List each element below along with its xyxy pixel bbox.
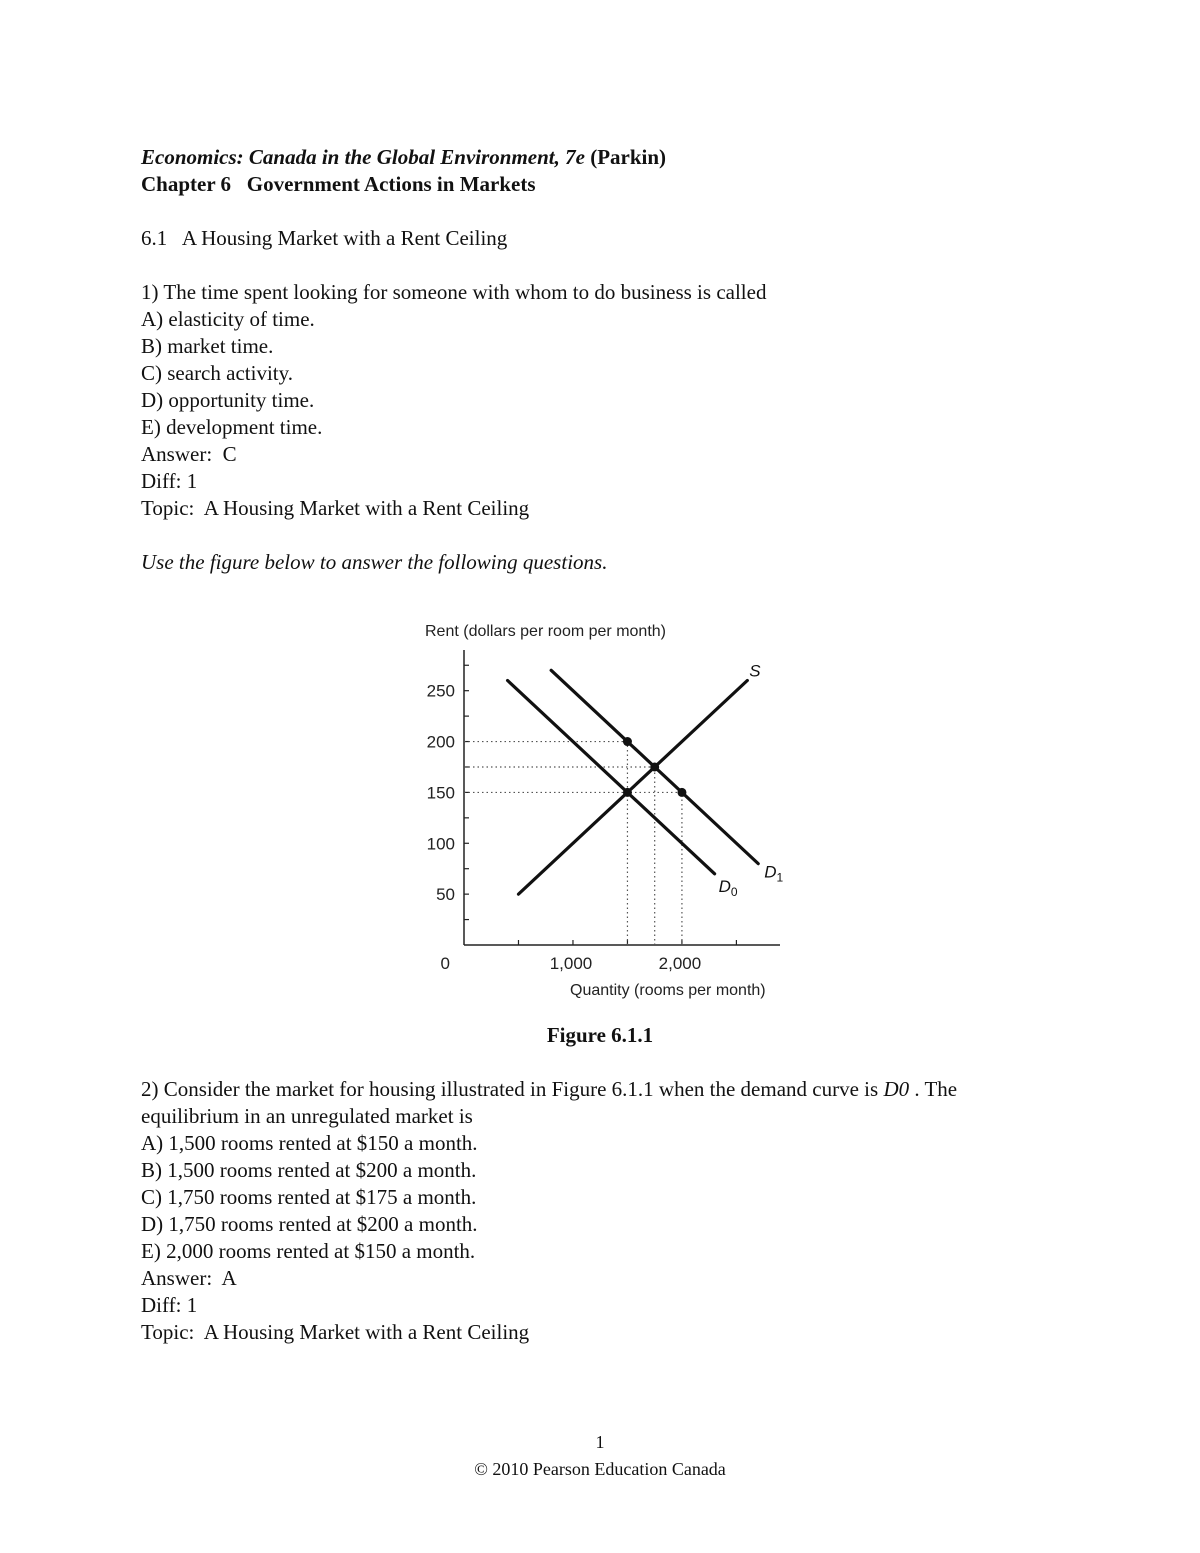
q1-option-c: C) search activity. (141, 361, 293, 385)
curve-label-subscript: 1 (776, 870, 784, 885)
page-number: 1 (595, 1432, 605, 1452)
q2-stem-end: . The (909, 1077, 958, 1101)
data-point-3 (677, 788, 686, 797)
q1-option-e: E) development time. (141, 415, 323, 439)
q1-option-a: A) elasticity of time. (141, 307, 315, 331)
origin-label: 0 (440, 954, 450, 973)
section-title: 6.1 A Housing Market with a Rent Ceiling (141, 226, 508, 250)
figure-6-1-1 (400, 605, 820, 1005)
q1-diff: Diff: 1 (141, 469, 198, 493)
figure-instruction: Use the figure below to answer the following questions. (141, 550, 608, 574)
y-tick-label-100: 100 (426, 834, 455, 854)
y-tick-label-250: 250 (426, 681, 455, 701)
y-tick-label-200: 200 (426, 732, 455, 752)
q1-topic: Topic: A Housing Market with a Rent Ceiling (141, 496, 530, 520)
chapter-title: Chapter 6 Government Actions in Markets (141, 172, 536, 196)
data-point-0 (623, 788, 632, 797)
curve-label-d0: $D_0$ (718, 876, 738, 899)
q2-option-e: E) 2,000 rooms rented at $150 a month. (141, 1239, 476, 1263)
q2-stem-var: D0 (883, 1077, 910, 1101)
x-tick-label-1000: 1,000 (549, 954, 593, 973)
q2-option-d: D) 1,750 rooms rented at $200 a month. (141, 1212, 478, 1236)
q2-option-c: C) 1,750 rooms rented at $175 a month. (141, 1185, 477, 1209)
copyright: © 2010 Pearson Education Canada (474, 1459, 726, 1479)
q1-stem: 1) The time spent looking for someone with whom to do business is called (141, 280, 767, 304)
q2-option-b: B) 1,500 rooms rented at $200 a month. (141, 1158, 477, 1182)
book-title-line (141, 144, 666, 171)
curve-label-d1: $D_1$ (764, 862, 784, 885)
curve-s (518, 681, 747, 895)
book-author: (Parkin) (590, 145, 667, 169)
q2-stem-line1 (141, 1076, 957, 1103)
q1-option-d: D) opportunity time. (141, 388, 315, 412)
figure-caption: Figure 6.1.1 (546, 1023, 654, 1047)
q2-option-a: A) 1,500 rooms rented at $150 a month. (141, 1131, 478, 1155)
x-tick-label-2000: 2,000 (658, 954, 702, 973)
q2-answer: Answer: A (141, 1266, 237, 1290)
q1-option-b: B) market time. (141, 334, 274, 358)
y-tick-label-150: 150 (426, 783, 455, 803)
q2-stem-text: 2) Consider the market for housing illustrated in Figure 6.1.1 when the demand curve is (141, 1077, 879, 1101)
q2-topic: Topic: A Housing Market with a Rent Ceiling (141, 1320, 530, 1344)
q1-answer: Answer: C (141, 442, 237, 466)
data-point-2 (623, 737, 632, 746)
x-axis-title: Quantity (rooms per month) (570, 982, 766, 999)
rent-ceiling-chart (400, 605, 820, 1005)
curve-label-s: S (749, 661, 761, 681)
data-point-1 (650, 762, 659, 771)
curve-label-subscript: 0 (730, 884, 738, 899)
q2-stem-line2: equilibrium in an unregulated market is (141, 1104, 473, 1128)
curve-d0 (508, 681, 715, 874)
y-tick-label-50: 50 (436, 885, 455, 905)
book-title: Economics: Canada in the Global Environment, 7e (141, 145, 585, 169)
q2-diff: Diff: 1 (141, 1293, 198, 1317)
y-axis-title: Rent (dollars per room per month) (425, 623, 666, 640)
